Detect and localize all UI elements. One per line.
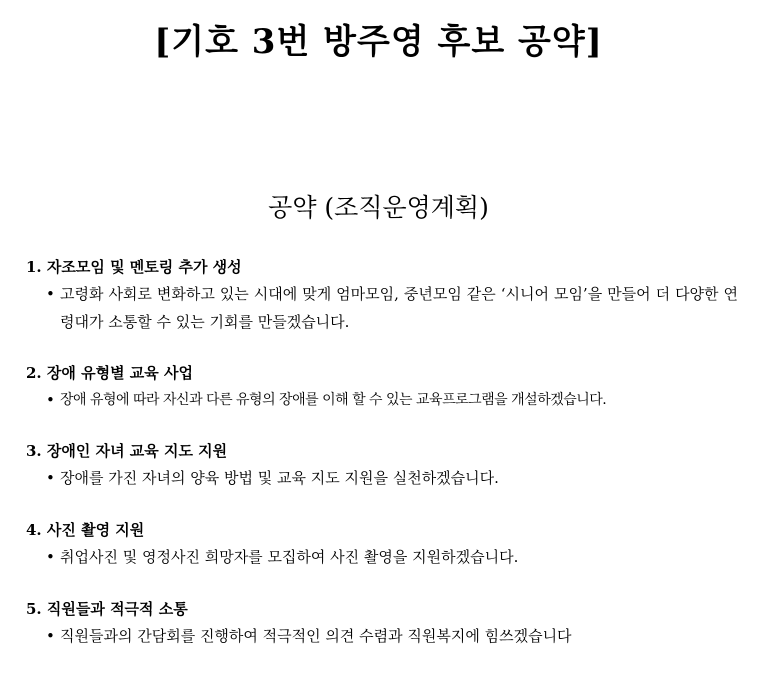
pledge-bullet (26, 280, 738, 336)
pledge-heading: 2. 장애 유형별 교육 사업 (26, 364, 193, 382)
pledge-text: 고령화 사회로 변화하고 있는 시대에 맞게 엄마모임, 중년모임 같은 ‘시니어 모임’을 만들어 더 다양한 연령대가 소통할 수 있는 기회를 만들겠습니다. (60, 285, 738, 331)
pledge-heading: 3. 장애인 자녀 교육 지도 지원 (26, 442, 228, 460)
pledge-bullet (26, 386, 738, 414)
pledge-bullet (26, 622, 738, 650)
pledge-item-4 (26, 519, 738, 571)
pledge-heading: 1. 자조모임 및 멘토링 추가 생성 (26, 258, 242, 276)
pledge-bullet (26, 464, 738, 492)
bullet-dot-icon: • (46, 469, 55, 487)
bullet-dot-icon: • (46, 285, 55, 303)
pledge-text: 취업사진 및 영정사진 희망자를 모집하여 사진 촬영을 지원하겠습니다. (60, 548, 519, 566)
pledge-text: 장애 유형에 따라 자신과 다른 유형의 장애를 이해 할 수 있는 교육프로그램을 개설하겠습니다. (60, 392, 607, 408)
document-title: [기호 3번 방주영 후보 공약] (154, 22, 603, 62)
bullet-dot-icon: • (46, 548, 55, 566)
section-subtitle: 공약 (조직운영계획) (268, 193, 489, 222)
pledge-item-1 (26, 256, 738, 336)
pledge-text: 장애를 가진 자녀의 양육 방법 및 교육 지도 지원을 실천하겠습니다. (60, 469, 499, 487)
pledge-text: 직원들과의 간담회를 진행하여 적극적인 의견 수렴과 직원복지에 힘쓰겠습니다 (60, 627, 572, 645)
pledge-item-2 (26, 362, 738, 414)
pledge-bullet (26, 543, 738, 571)
bullet-dot-icon: • (46, 627, 55, 645)
pledge-item-3 (26, 440, 738, 492)
pledge-heading: 4. 사진 촬영 지원 (26, 521, 145, 539)
pledge-heading: 5. 직원들과 적극적 소통 (26, 600, 188, 618)
bullet-dot-icon: • (46, 391, 55, 409)
pledge-item-5 (26, 598, 738, 650)
